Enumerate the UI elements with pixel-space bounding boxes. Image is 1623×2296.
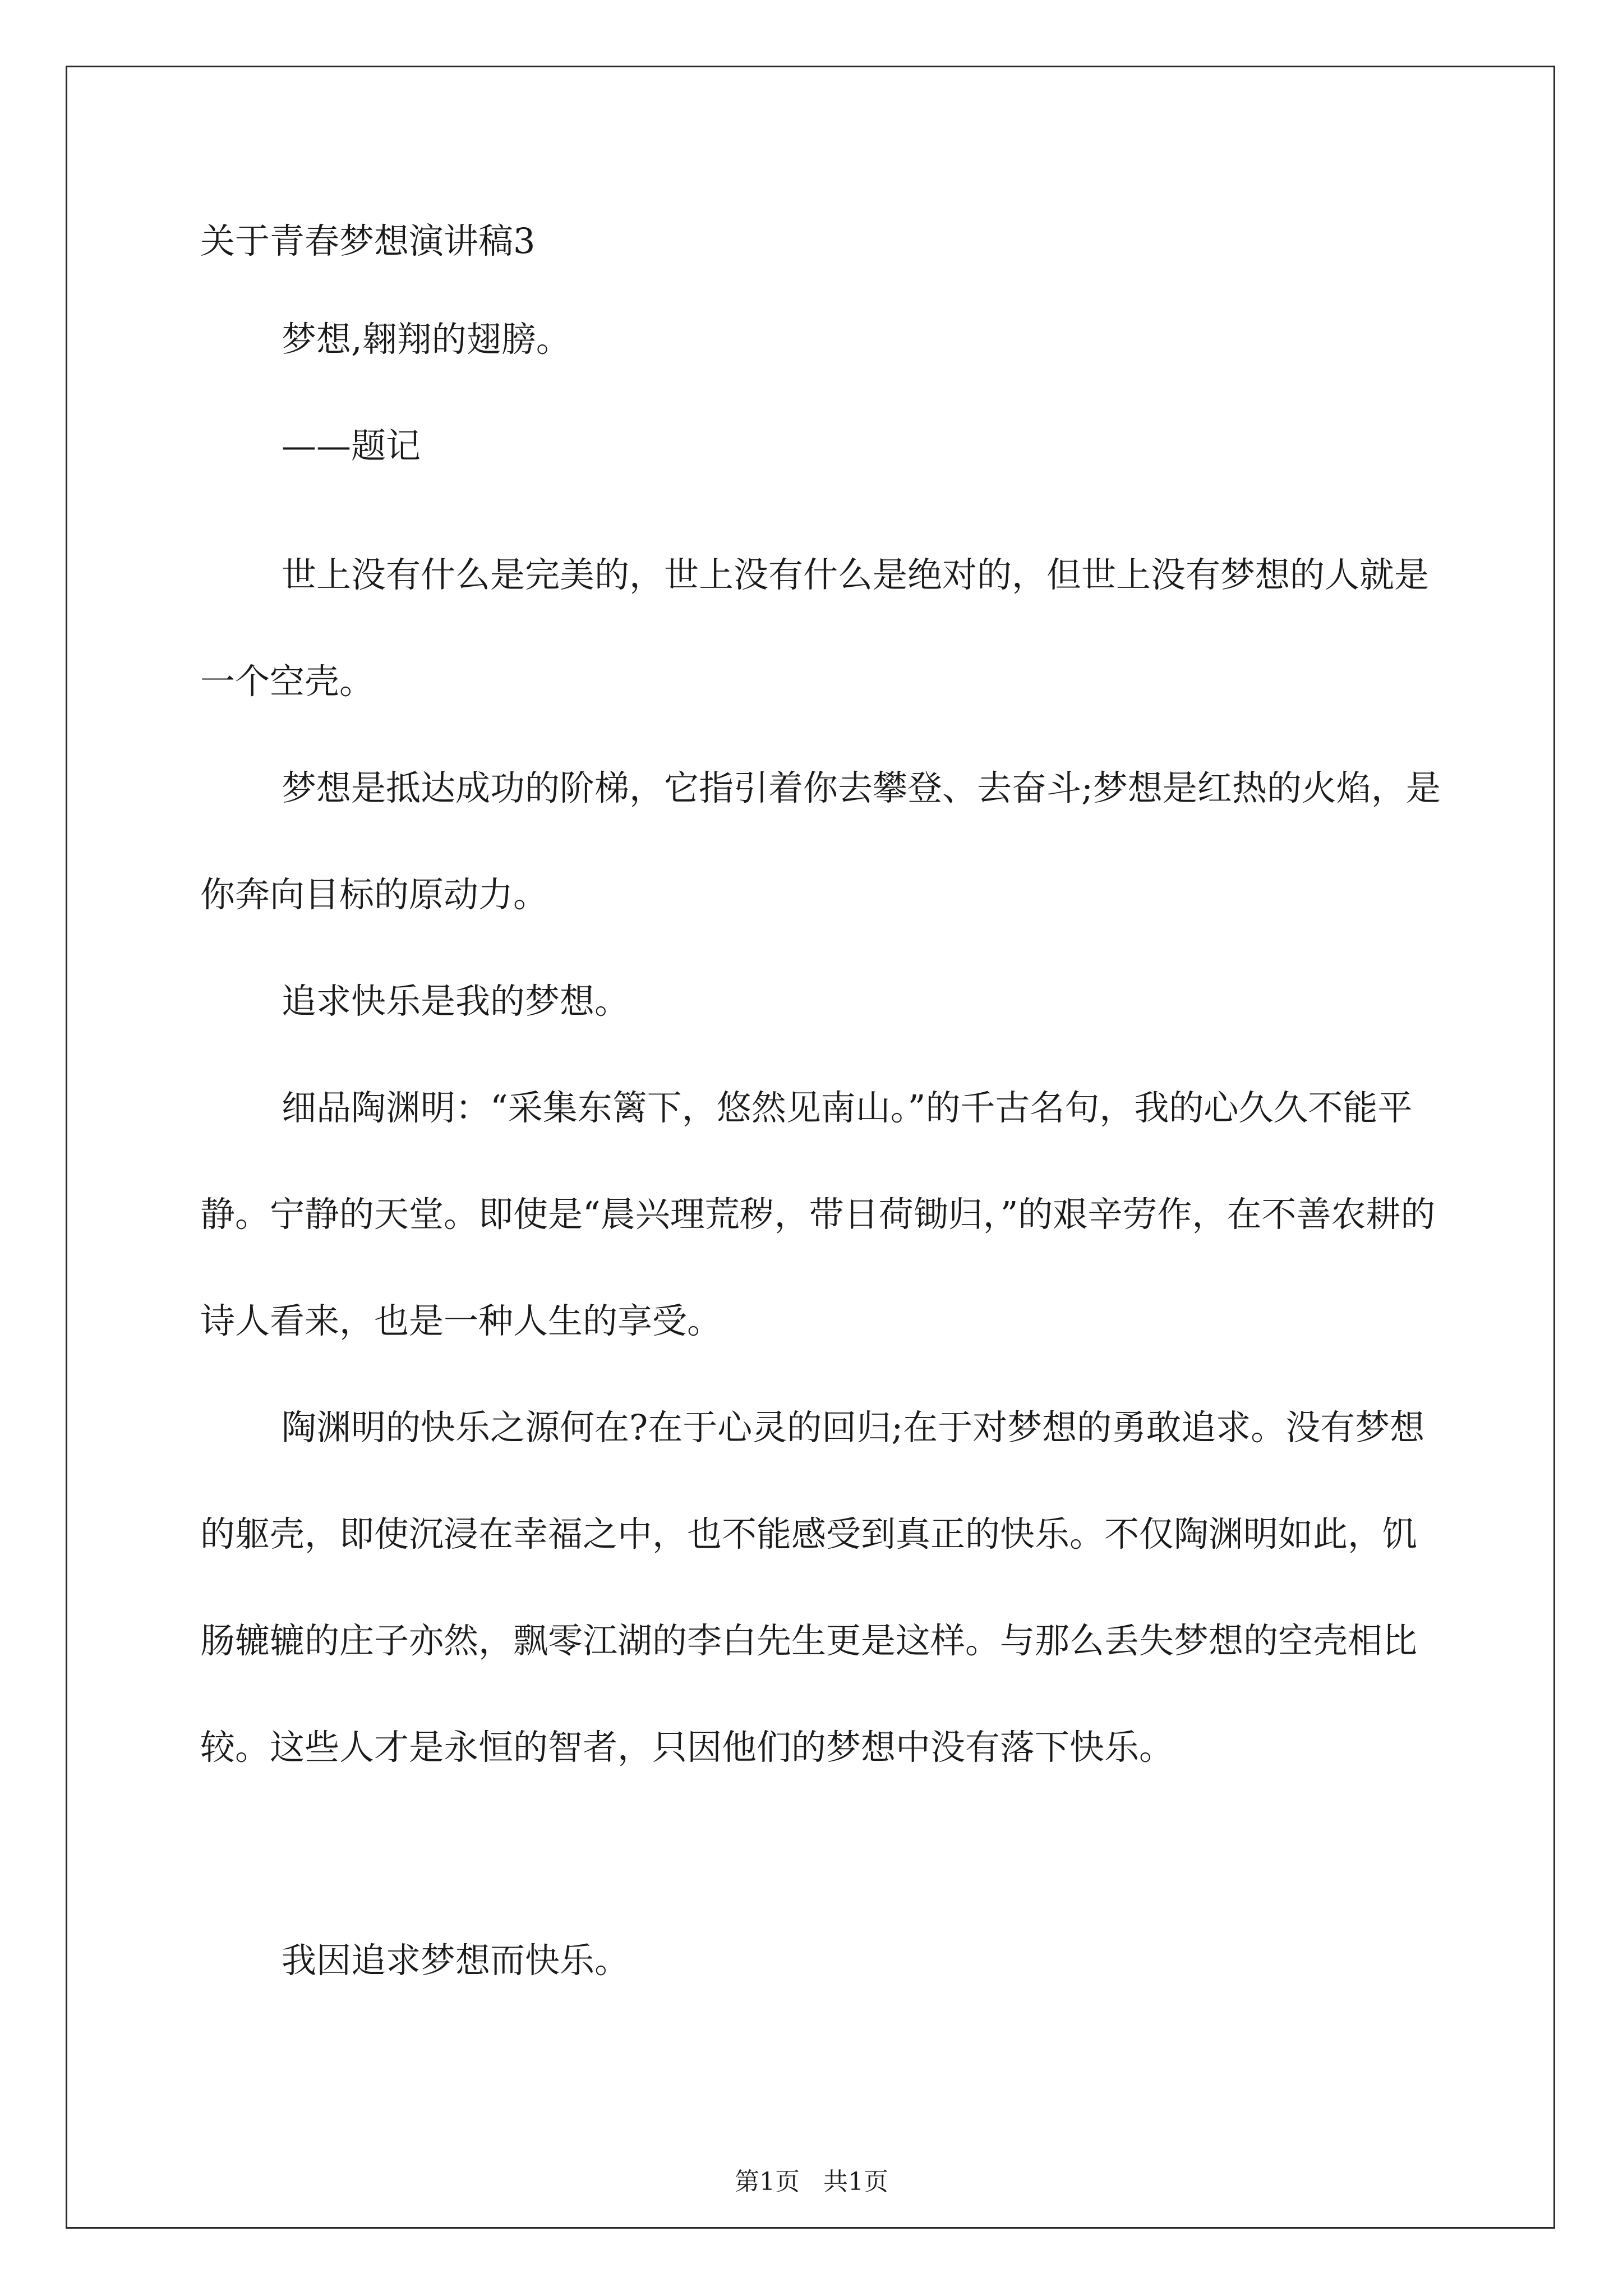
paragraph-epigraph-source: ——题记	[282, 425, 421, 466]
paragraph-epigraph: 梦想,翱翔的翅膀。	[282, 319, 571, 360]
paragraph-3: 追求快乐是我的梦想。	[282, 981, 630, 1022]
document-title: 关于青春梦想演讲稿3	[200, 220, 536, 261]
paragraph-5: 陶渊明的快乐之源何在?在于心灵的回归;在于对梦想的勇敢追求。没有梦想的躯壳，即使沉浸在幸福之中，也不能感受到真正的快乐。不仅陶渊明如此，饥肠辘辘的庄子亦然，飘零江湖的李白先生更是这样。与那么丢失梦想的空壳相比较。这些人才是永恒的智者，只因他们的梦想中没有落下快乐。	[200, 1407, 1425, 1768]
paragraph-1: 世上没有什么是完美的，世上没有什么是绝对的，但世上没有梦想的人就是一个空壳。	[200, 554, 1430, 702]
paragraph-2: 梦想是抵达成功的阶梯，它指引着你去攀登、去奋斗;梦想是红热的火焰，是你奔向目标的原动力。	[200, 767, 1441, 915]
page-number-footer: 第1页 共1页	[735, 2168, 888, 2196]
paragraph-4: 细品陶渊明：“采集东篱下，悠然见南山。”的千古名句，我的心久久不能平静。宁静的天堂。即使是“晨兴理荒秽，带日荷锄归，”的艰辛劳作，在不善农耕的诗人看来，也是一种人生的享受。	[200, 1087, 1436, 1341]
paragraph-6: 我因追求梦想而快乐。	[282, 1940, 630, 1981]
